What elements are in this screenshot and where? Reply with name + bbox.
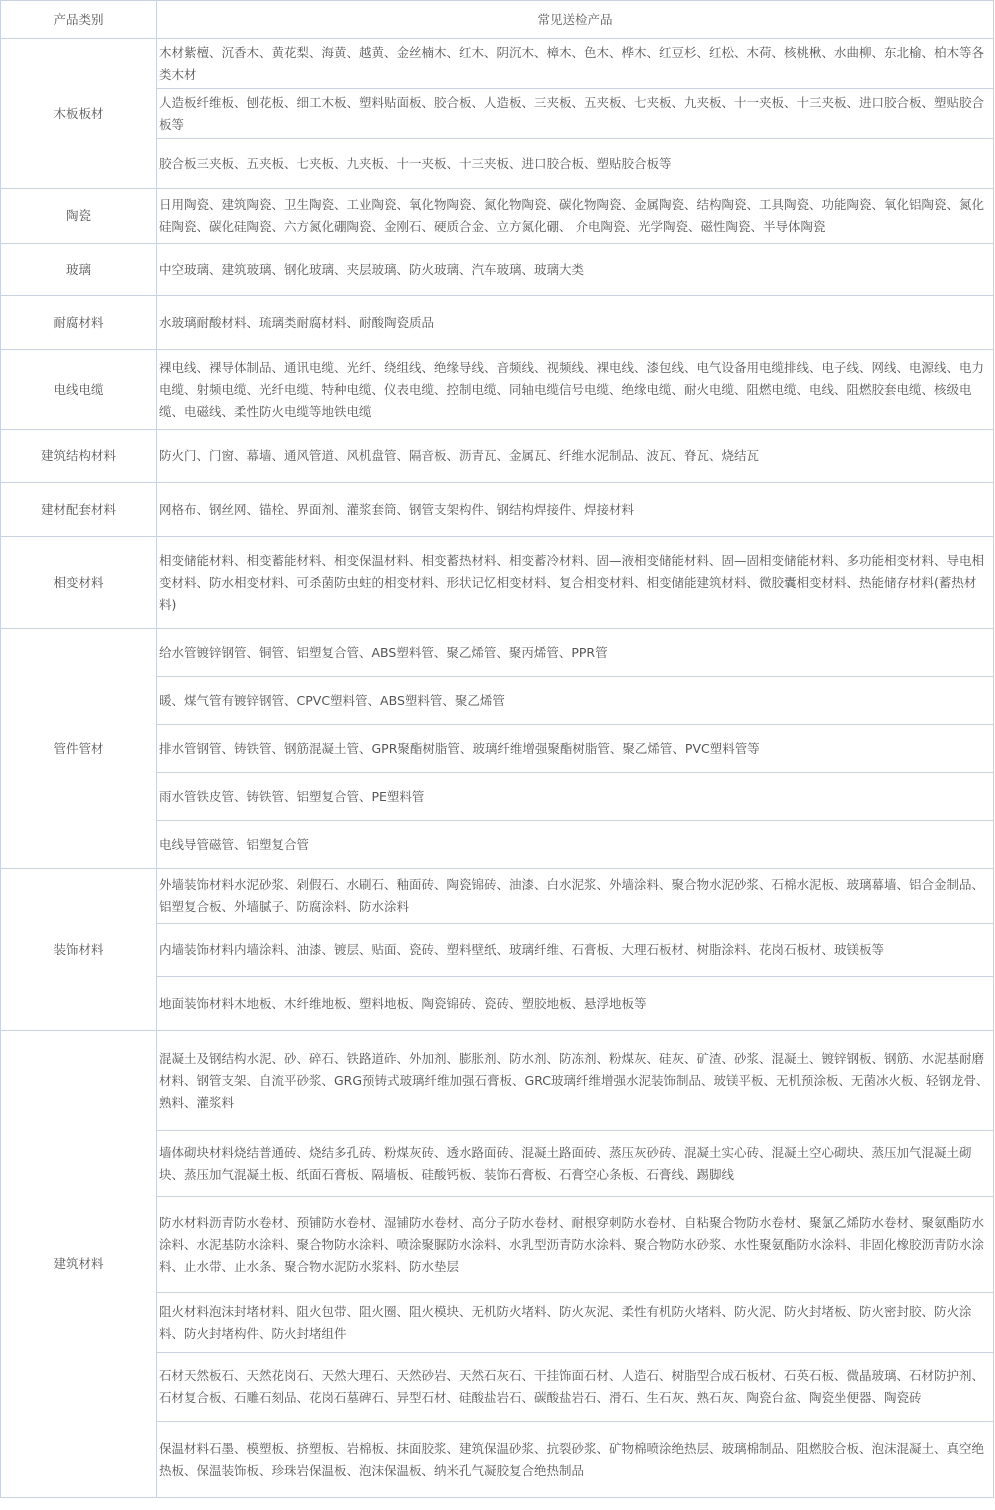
category-cell: 木板板材 (1, 39, 157, 189)
header-category: 产品类别 (1, 1, 157, 39)
products-cell: 防火门、门窗、幕墙、通风管道、风机盘管、隔音板、沥青瓦、金属瓦、纤维水泥制品、波瓦、脊瓦、烧结瓦 (157, 430, 994, 483)
products-cell: 内墙装饰材料内墙涂料、油漆、镀层、贴面、瓷砖、塑料壁纸、玻璃纤维、石膏板、大理石板材、树脂涂料、花岗石板材、玻镁板等 (157, 924, 994, 977)
products-cell: 外墙装饰材料水泥砂浆、剁假石、水刷石、釉面砖、陶瓷锦砖、油漆、白水泥浆、外墙涂料、聚合物水泥砂浆、石棉水泥板、玻璃幕墙、铝合金制品、铝塑复合板、外墙腻子、防腐涂料、防水涂料 (157, 869, 994, 924)
table-row (1, 1031, 994, 1131)
products-cell: 石材天然板石、天然花岗石、天然大理石、天然砂岩、天然石灰石、干挂饰面石材、人造石、树脂型合成石板材、石英石板、微晶玻璃、石材防护剂、石材复合板、石雕石刻品、花岗石墓碑石、异型石材、硅酸盐岩石、碳酸盐岩石、滑石、生石灰、熟石灰、陶瓷台盆、陶瓷坐便器、陶瓷砖 (157, 1353, 994, 1422)
category-cell: 耐腐材料 (1, 296, 157, 350)
products-cell: 裸电线、裸导体制品、通讯电缆、光纤、绕组线、绝缘导线、音频线、视频线、裸电线、漆包线、电气设备用电缆排线、电子线、网线、电源线、电力电缆、射频电缆、光纤电缆、特种电缆、仪表电缆、控制电缆、同轴电缆信号电缆、绝缘电缆、耐火电缆、阻燃电缆、电线、阻燃胶套电缆、核级电缆、电磁线、柔性防火电缆等地铁电缆 (157, 350, 994, 430)
category-cell: 建筑材料 (1, 1031, 157, 1498)
table-row (1, 430, 994, 483)
products-cell: 防水材料沥青防水卷材、预铺防水卷材、湿铺防水卷材、高分子防水卷材、耐根穿刺防水卷材、自粘聚合物防水卷材、聚氯乙烯防水卷材、聚氨酯防水涂料、水泥基防水涂料、聚合物防水涂料、喷涂聚脲防水涂料、水乳型沥青防水涂料、聚合物防水砂浆、水性聚氨酯防水涂料、非固化橡胶沥青防水涂料、止水带、止水条、聚合物水泥防水浆料、防水垫层 (157, 1197, 994, 1293)
products-cell: 人造板纤维板、刨花板、细工木板、塑料贴面板、胶合板、人造板、三夹板、五夹板、七夹板、九夹板、十一夹板、十三夹板、进口胶合板、塑贴胶合板等 (157, 89, 994, 139)
table-row (1, 244, 994, 296)
header-products: 常见送检产品 (157, 1, 994, 39)
table-row (1, 296, 994, 350)
table-body (1, 39, 994, 1498)
category-cell: 陶瓷 (1, 189, 157, 244)
table-row (1, 629, 994, 677)
category-cell: 玻璃 (1, 244, 157, 296)
category-cell: 管件管材 (1, 629, 157, 869)
category-cell: 相变材料 (1, 537, 157, 629)
products-cell: 电线导管磁管、铝塑复合管 (157, 821, 994, 869)
products-cell: 网格布、钢丝网、锚栓、界面剂、灌浆套筒、钢管支架构件、钢结构焊接件、焊接材料 (157, 483, 994, 537)
header-row (1, 1, 994, 39)
table-row (1, 189, 994, 244)
products-cell: 木材紫檀、沉香木、黄花梨、海黄、越黄、金丝楠木、红木、阴沉木、樟木、色木、桦木、红豆杉、红松、木荷、核桃楸、水曲柳、东北榆、柏木等各类木材 (157, 39, 994, 89)
products-cell: 水玻璃耐酸材料、琉璃类耐腐材料、耐酸陶瓷质品 (157, 296, 994, 350)
table-row (1, 869, 994, 924)
products-cell: 雨水管铁皮管、铸铁管、铝塑复合管、PE塑料管 (157, 773, 994, 821)
category-cell: 装饰材料 (1, 869, 157, 1031)
category-cell: 建筑结构材料 (1, 430, 157, 483)
table-row (1, 537, 994, 629)
products-cell: 暖、煤气管有镀锌钢管、CPVC塑料管、ABS塑料管、聚乙烯管 (157, 677, 994, 725)
products-cell: 排水管钢管、铸铁管、钢筋混凝土管、GPR聚酯树脂管、玻璃纤维增强聚酯树脂管、聚乙烯管、PVC塑料管等 (157, 725, 994, 773)
products-cell: 墙体砌块材料烧结普通砖、烧结多孔砖、粉煤灰砖、透水路面砖、混凝土路面砖、蒸压灰砂砖、混凝土实心砖、混凝土空心砌块、蒸压加气混凝土砌块、蒸压加气混凝土板、纸面石膏板、隔墙板、硅酸钙板、装饰石膏板、石膏空心条板、石膏线、踢脚线 (157, 1131, 994, 1197)
products-cell: 混凝土及钢结构水泥、砂、碎石、铁路道砟、外加剂、膨胀剂、防水剂、防冻剂、粉煤灰、硅灰、矿渣、砂浆、混凝土、镀锌钢板、钢筋、水泥基耐磨材料、钢管支架、自流平砂浆、GRG预铸式玻璃纤维加强石膏板、GRC玻璃纤维增强水泥装饰制品、玻镁平板、无机预涂板、无菌冰火板、轻钢龙骨、熟料、灌浆料 (157, 1031, 994, 1131)
products-cell: 日用陶瓷、建筑陶瓷、卫生陶瓷、工业陶瓷、氧化物陶瓷、氮化物陶瓷、碳化物陶瓷、金属陶瓷、结构陶瓷、工具陶瓷、功能陶瓷、氧化铝陶瓷、氮化硅陶瓷、碳化硅陶瓷、六方氮化硼陶瓷、金刚石、硬质合金、立方氮化硼、 介电陶瓷、光学陶瓷、磁性陶瓷、半导体陶瓷 (157, 189, 994, 244)
table-row (1, 350, 994, 430)
products-cell: 胶合板三夹板、五夹板、七夹板、九夹板、十一夹板、十三夹板、进口胶合板、塑贴胶合板等 (157, 139, 994, 189)
category-cell: 电线电缆 (1, 350, 157, 430)
products-cell: 中空玻璃、建筑玻璃、钢化玻璃、夹层玻璃、防火玻璃、汽车玻璃、玻璃大类 (157, 244, 994, 296)
products-cell: 阻火材料泡沫封堵材料、阻火包带、阻火圈、阻火模块、无机防火堵料、防火灰泥、柔性有机防火堵料、防火泥、防火封堵板、防火密封胶、防火涂料、防火封堵构件、防火封堵组件 (157, 1293, 994, 1353)
table-row (1, 39, 994, 89)
products-cell: 相变储能材料、相变蓄能材料、相变保温材料、相变蓄热材料、相变蓄冷材料、固—液相变储能材料、固—固相变储能材料、多功能相变材料、导电相变材料、防水相变材料、可杀菌防虫蛀的相变材料、形状记忆相变材料、复合相变材料、相变储能建筑材料、微胶囊相变材料、热能储存材料(蓄热材料) (157, 537, 994, 629)
table-row (1, 483, 994, 537)
products-cell: 给水管镀锌钢管、铜管、铝塑复合管、ABS塑料管、聚乙烯管、聚丙烯管、PPR管 (157, 629, 994, 677)
products-cell: 地面装饰材料木地板、木纤维地板、塑料地板、陶瓷锦砖、瓷砖、塑胶地板、悬浮地板等 (157, 977, 994, 1031)
products-cell: 保温材料石墨、模塑板、挤塑板、岩棉板、抹面胶浆、建筑保温砂浆、抗裂砂浆、矿物棉喷涂绝热层、玻璃棉制品、阻燃胶合板、泡沫混凝土、真空绝热板、保温装饰板、珍珠岩保温板、泡沫保温板、纳米孔气凝胶复合绝热制品 (157, 1422, 994, 1498)
category-cell: 建材配套材料 (1, 483, 157, 537)
